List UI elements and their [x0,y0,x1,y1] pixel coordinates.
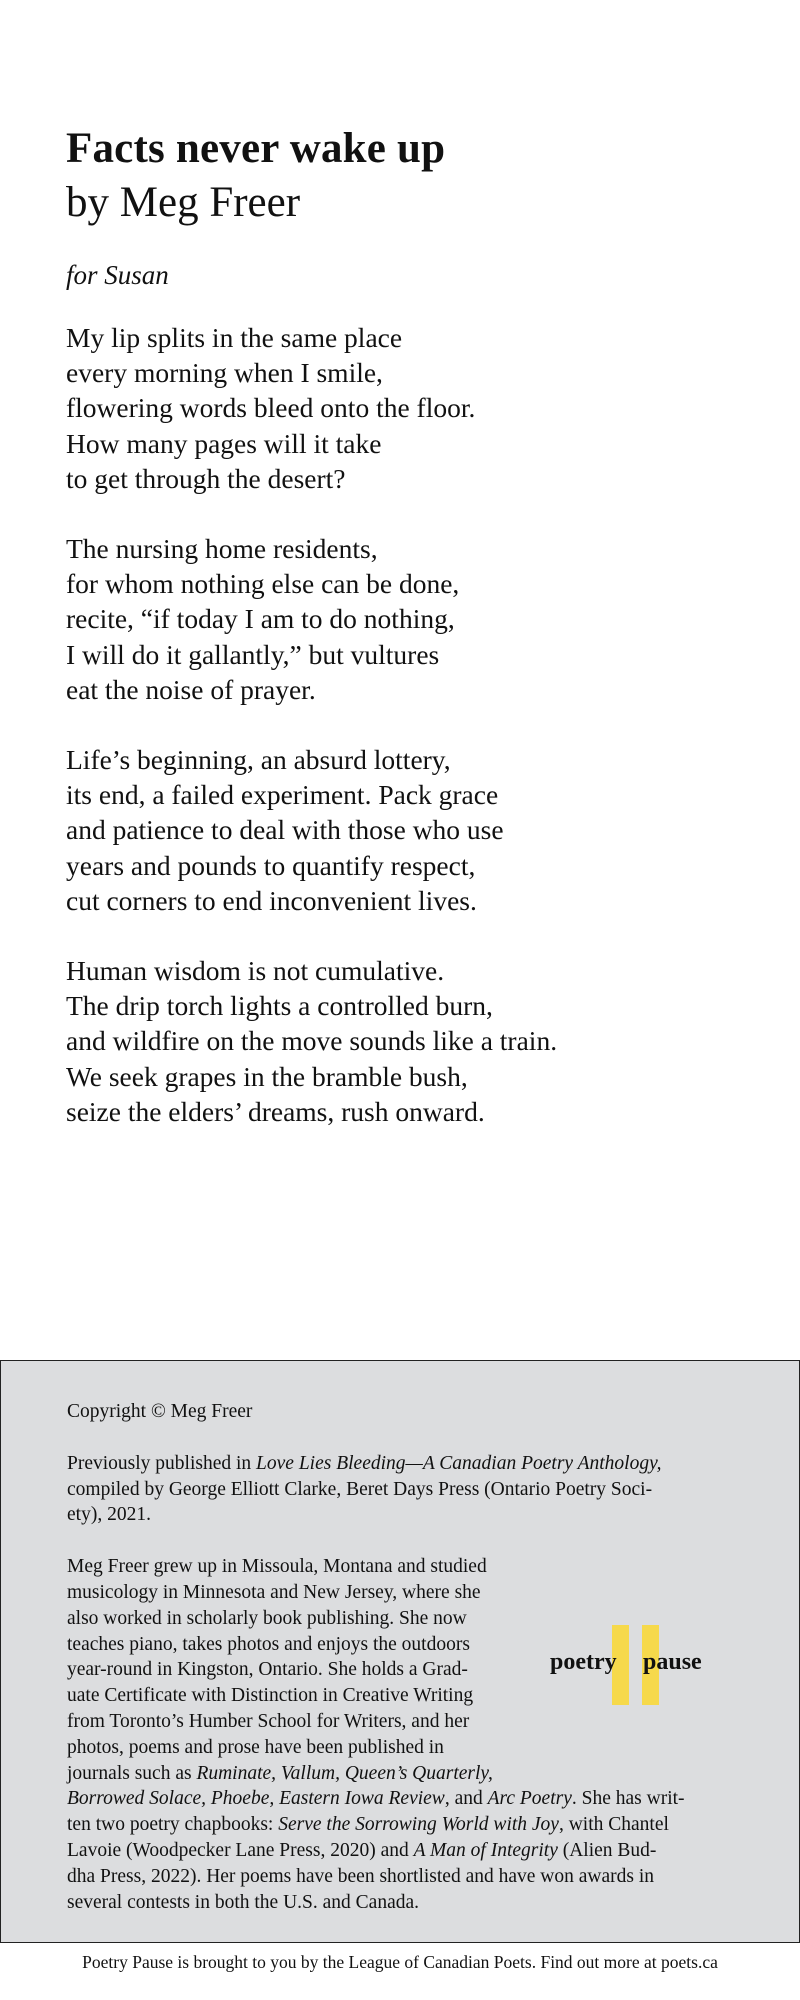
bio-line: year-round in Kingston, Ontario. She holds a Grad- [67,1659,468,1681]
journal-titles: Ruminate, Vallum, Queen’s Quarterly, [196,1762,493,1784]
anthology-title: Love Lies Bleeding—A Canadian Poetry Anthology, [256,1452,662,1474]
publication-prefix: Previously published in [67,1452,257,1474]
poem-line: years and pounds to quantify respect, [66,849,476,881]
poem-line: its end, a failed experiment. Pack grace [66,779,499,811]
journal-titles: Arc Poetry [487,1788,572,1810]
poem-line: to get through the desert? [66,462,346,494]
poem-line: Life’s beginning, an absurd lottery, [66,744,451,776]
poem-line: My lip splits in the same place [66,322,403,353]
publication-line: ety), 2021. [67,1504,151,1526]
bio-line [67,1761,737,1787]
poem-line: eat the noise of prayer. [66,673,316,705]
bio-line: also worked in scholarly book publishing. She now [67,1607,467,1629]
logo-word-poetry: poetry [550,1649,617,1675]
bio-line: uate Certificate with Distinction in Creative Writing [67,1685,474,1707]
poem-title: Facts never wake up [66,125,446,172]
poem-line: How many pages will it take [66,427,382,459]
author-bio [67,1554,737,1915]
poem-dedication: for Susan [66,260,169,290]
copyright-notice: Copyright © Meg Freer [67,1401,253,1422]
poem-line: every morning when I smile, [66,357,383,389]
stanza [66,320,766,496]
poem-byline: by Meg Freer [66,179,301,226]
publication-note [67,1451,737,1528]
stanza [66,953,766,1129]
bio-line [67,1786,737,1812]
publication-line: compiled by George Elliott Clarke, Beret Days Press (Ontario Poetry Soci- [67,1478,653,1500]
bio-line: photos, poems and prose have been published in [67,1736,444,1758]
bio-text: journals such as [67,1762,197,1784]
bio-text: ten two poetry chapbooks: [67,1814,279,1836]
bio-line: dha Press, 2022). Her poems have been shortlisted and have won awards in [67,1865,655,1887]
bio-line: teaches piano, takes photos and enjoys the outdoors [67,1633,470,1655]
bio-line [67,1838,737,1864]
poem-line: flowering words bleed onto the floor. [66,392,476,424]
poem-line: We seek grapes in the bramble bush, [66,1060,468,1092]
bio-text: . She has writ- [571,1788,685,1810]
bio-line: musicology in Minnesota and New Jersey, where she [67,1581,481,1603]
bio-line [67,1812,737,1838]
poem-line: Human wisdom is not cumulative. [66,955,445,987]
chapbook-title: Serve the Sorrowing World with Joy [278,1814,559,1836]
chapbook-title: A Man of Integrity [413,1839,558,1861]
poem-line: and patience to deal with those who use [66,814,504,846]
poem-line: The drip torch lights a controlled burn, [66,990,493,1022]
poetry-pause-logo [550,1625,730,1705]
bio-text: , with Chantel [558,1814,669,1836]
poem-line: seize the elders’ dreams, rush onward. [66,1095,485,1127]
footer-credit: Poetry Pause is brought to you by the League of Canadian Poets. Find out more at poets.ca [82,1952,718,1972]
bio-line: several contests in both the U.S. and Canada. [67,1891,419,1913]
logo-word-pause: pause [643,1649,702,1675]
poem-stanzas [66,320,766,1129]
bio-line: Meg Freer grew up in Missoula, Montana and studied [67,1556,487,1578]
poem-line: The nursing home residents, [66,533,378,565]
journal-titles: Borrowed Solace, Phoebe, Eastern Iowa Review [67,1788,445,1810]
bio-line: from Toronto’s Humber School for Writers, and her [67,1710,470,1732]
poem-line: cut corners to end inconvenient lives. [66,884,477,916]
bio-text: (Alien Bud- [557,1839,657,1861]
poem-line: I will do it gallantly,” but vultures [66,638,440,670]
stanza [66,742,766,918]
bio-text: , and [444,1788,488,1810]
poem-line: for whom nothing else can be done, [66,568,460,600]
stanza [66,531,766,707]
bio-text: Lavoie (Woodpecker Lane Press, 2020) and [67,1839,414,1861]
poem-line: recite, “if today I am to do nothing, [66,603,455,635]
poem-line: and wildfire on the move sounds like a train. [66,1025,558,1057]
poem [66,122,766,1164]
